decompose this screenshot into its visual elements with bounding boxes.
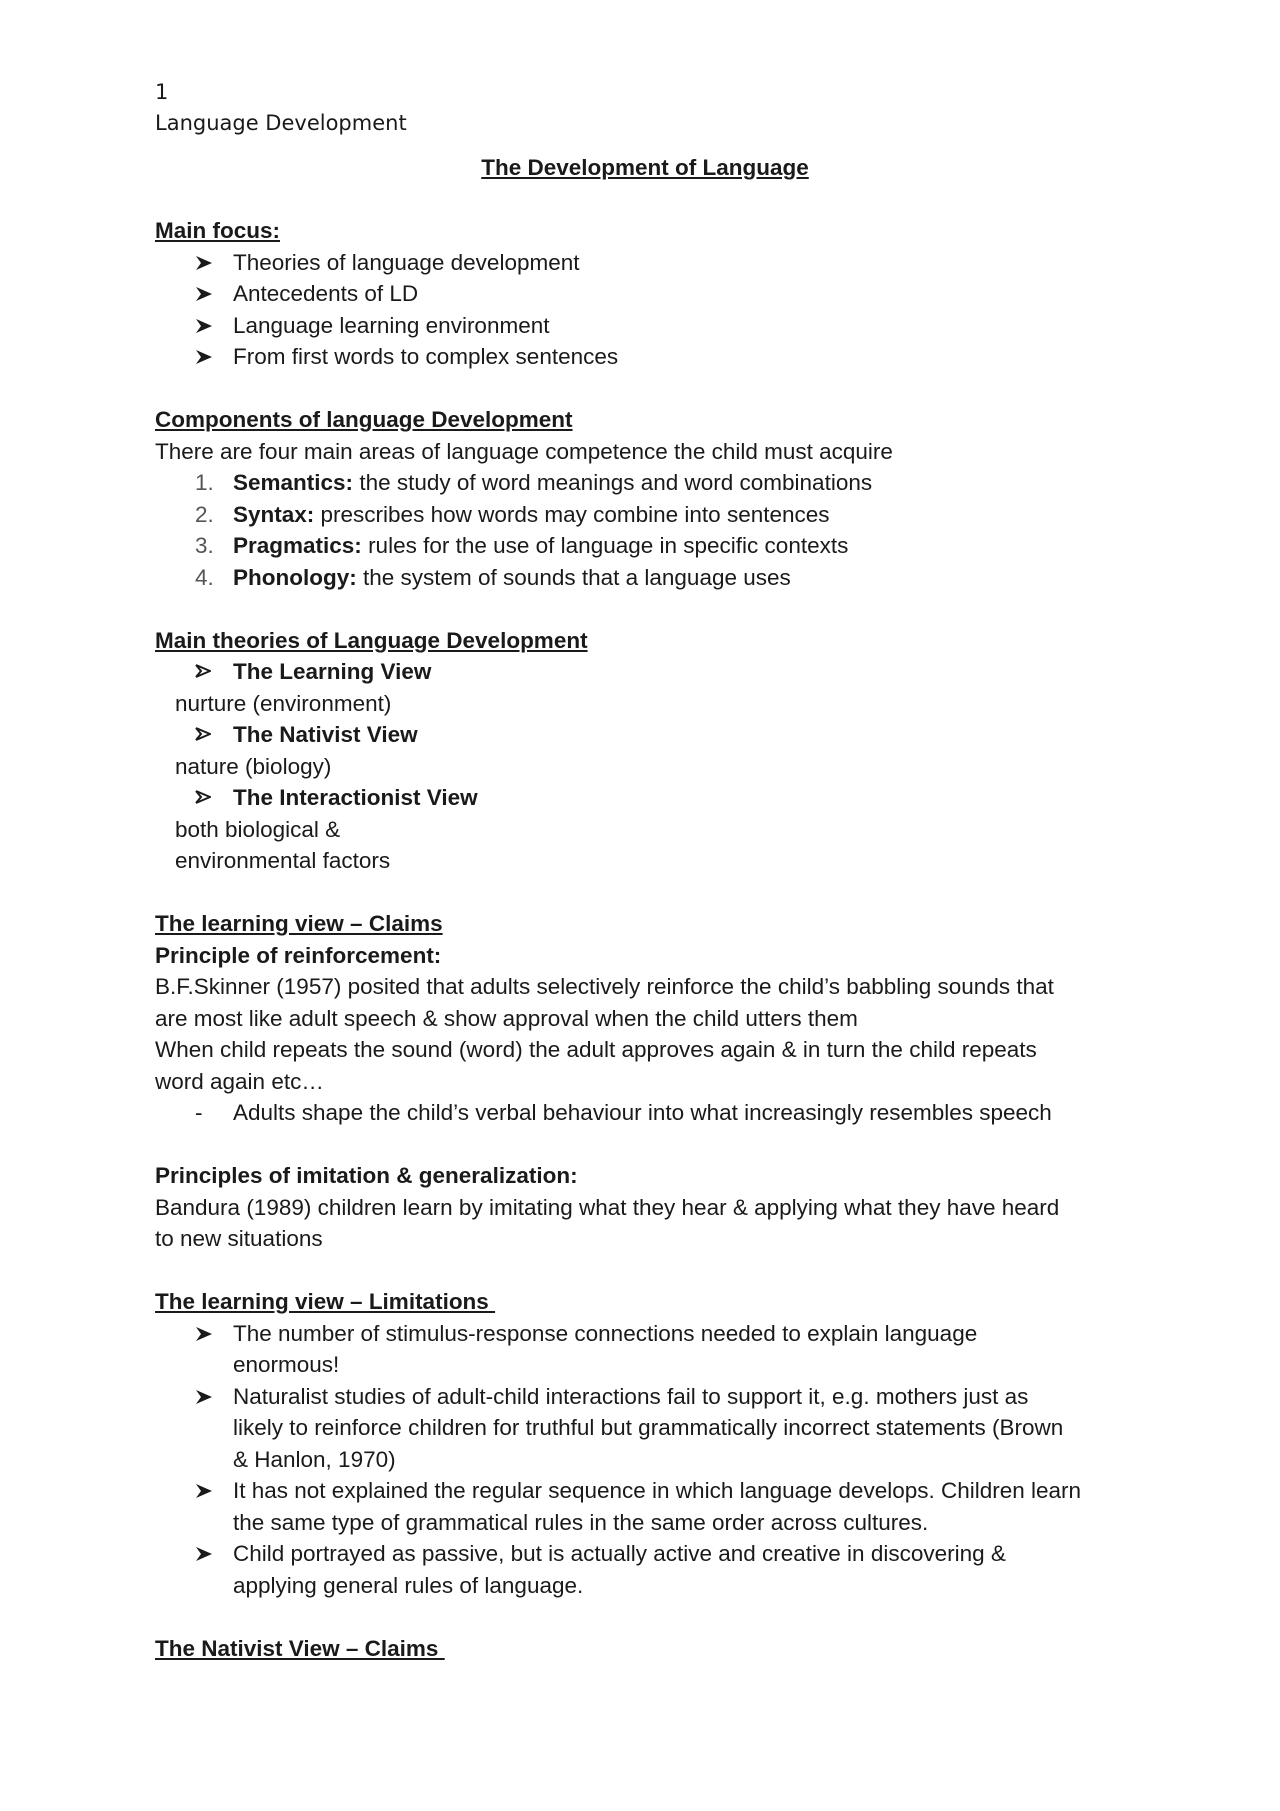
- theory-name: The Nativist View: [233, 722, 418, 747]
- component-desc: prescribes how words may combine into sentences: [314, 501, 830, 527]
- theory-desc: nurture (environment): [175, 690, 392, 716]
- paragraph-line: Bandura (1989) children learn by imitating what they hear & applying what they have heard: [155, 1194, 1060, 1220]
- learning-limitations-heading: The learning view – Limitations: [155, 1289, 496, 1314]
- theories-heading: Main theories of Language Development: [155, 627, 588, 653]
- reinforcement-subheading: Principle of reinforcement:: [155, 942, 442, 968]
- limitation-item: The number of stimulus-response connections needed to explain language: [155, 1318, 1135, 1350]
- theory-name: The Learning View: [233, 659, 432, 684]
- learning-claims-heading: The learning view – Claims: [155, 911, 443, 936]
- component-item: [155, 530, 1135, 562]
- component-item: [155, 467, 1135, 499]
- paragraph-line: are most like adult speech & show approval when the child utters them: [155, 1005, 858, 1031]
- main-focus-item: From first words to complex sentences: [155, 341, 1135, 373]
- dash-item: - Adults shape the child’s verbal behaviour into what increasingly resembles speech: [155, 1097, 1135, 1129]
- limitation-item: It has not explained the regular sequence in which language develops. Children learn: [155, 1475, 1135, 1507]
- page-number: 1: [155, 80, 169, 104]
- theory-item: [155, 719, 1135, 751]
- main-focus-item: Language learning environment: [155, 310, 1135, 342]
- paragraph-line: to new situations: [155, 1226, 323, 1251]
- paragraph-line: B.F.Skinner (1957) posited that adults selectively reinforce the child’s babbling sounds that: [155, 974, 1054, 999]
- theory-desc: both biological &: [175, 816, 341, 842]
- limitation-continuation: enormous!: [233, 1352, 340, 1377]
- dash-bullet: -: [195, 1100, 203, 1125]
- component-desc: the system of sounds that a language uses: [356, 564, 791, 590]
- nativist-claims-heading: The Nativist View – Claims: [155, 1635, 445, 1661]
- list-number: 3.: [195, 533, 214, 558]
- document-title: The Development of Language: [481, 155, 809, 180]
- theory-item: [155, 782, 1135, 814]
- component-desc: the study of word meanings and word combinations: [353, 470, 873, 495]
- components-intro: There are four main areas of language competence the child must acquire: [155, 438, 893, 464]
- component-item: [155, 499, 1135, 531]
- component-term: Phonology:: [233, 564, 357, 590]
- component-term: Semantics:: [233, 470, 354, 495]
- limitation-continuation: the same type of grammatical rules in the same order across cultures.: [233, 1509, 929, 1535]
- main-focus-item: Theories of language development: [155, 247, 1135, 279]
- main-focus-heading: Main focus:: [155, 218, 281, 243]
- running-header: Language Development: [155, 111, 407, 135]
- limitation-continuation: applying general rules of language.: [233, 1572, 584, 1598]
- theory-desc: nature (biology): [175, 753, 332, 779]
- list-number: 1.: [195, 470, 214, 495]
- list-number: 2.: [195, 501, 214, 527]
- component-term: Syntax:: [233, 501, 315, 527]
- theory-desc: environmental factors: [175, 848, 391, 873]
- limitation-item: Child portrayed as passive, but is actually active and creative in discovering &: [155, 1538, 1135, 1570]
- limitation-continuation: & Hanlon, 1970): [233, 1446, 396, 1472]
- theory-name: The Interactionist View: [233, 785, 478, 810]
- document-body: [155, 152, 1135, 1664]
- component-desc: rules for the use of language in specific contexts: [361, 533, 849, 558]
- limitation-continuation: likely to reinforce children for truthful but grammatically incorrect statements (Brown: [233, 1415, 1064, 1440]
- main-focus-item: Antecedents of LD: [155, 278, 1135, 310]
- components-heading: Components of language Development: [155, 407, 573, 432]
- theory-item: [155, 656, 1135, 688]
- component-term: Pragmatics:: [233, 533, 362, 558]
- limitation-item: Naturalist studies of adult-child interactions fail to support it, e.g. mothers just as: [155, 1381, 1135, 1413]
- paragraph-line: word again etc…: [155, 1068, 324, 1094]
- component-item: [155, 562, 1135, 594]
- list-number: 4.: [195, 564, 214, 590]
- paragraph-line: When child repeats the sound (word) the adult approves again & in turn the child repeats: [155, 1037, 1037, 1062]
- imitation-subheading: Principles of imitation & generalization:: [155, 1163, 578, 1188]
